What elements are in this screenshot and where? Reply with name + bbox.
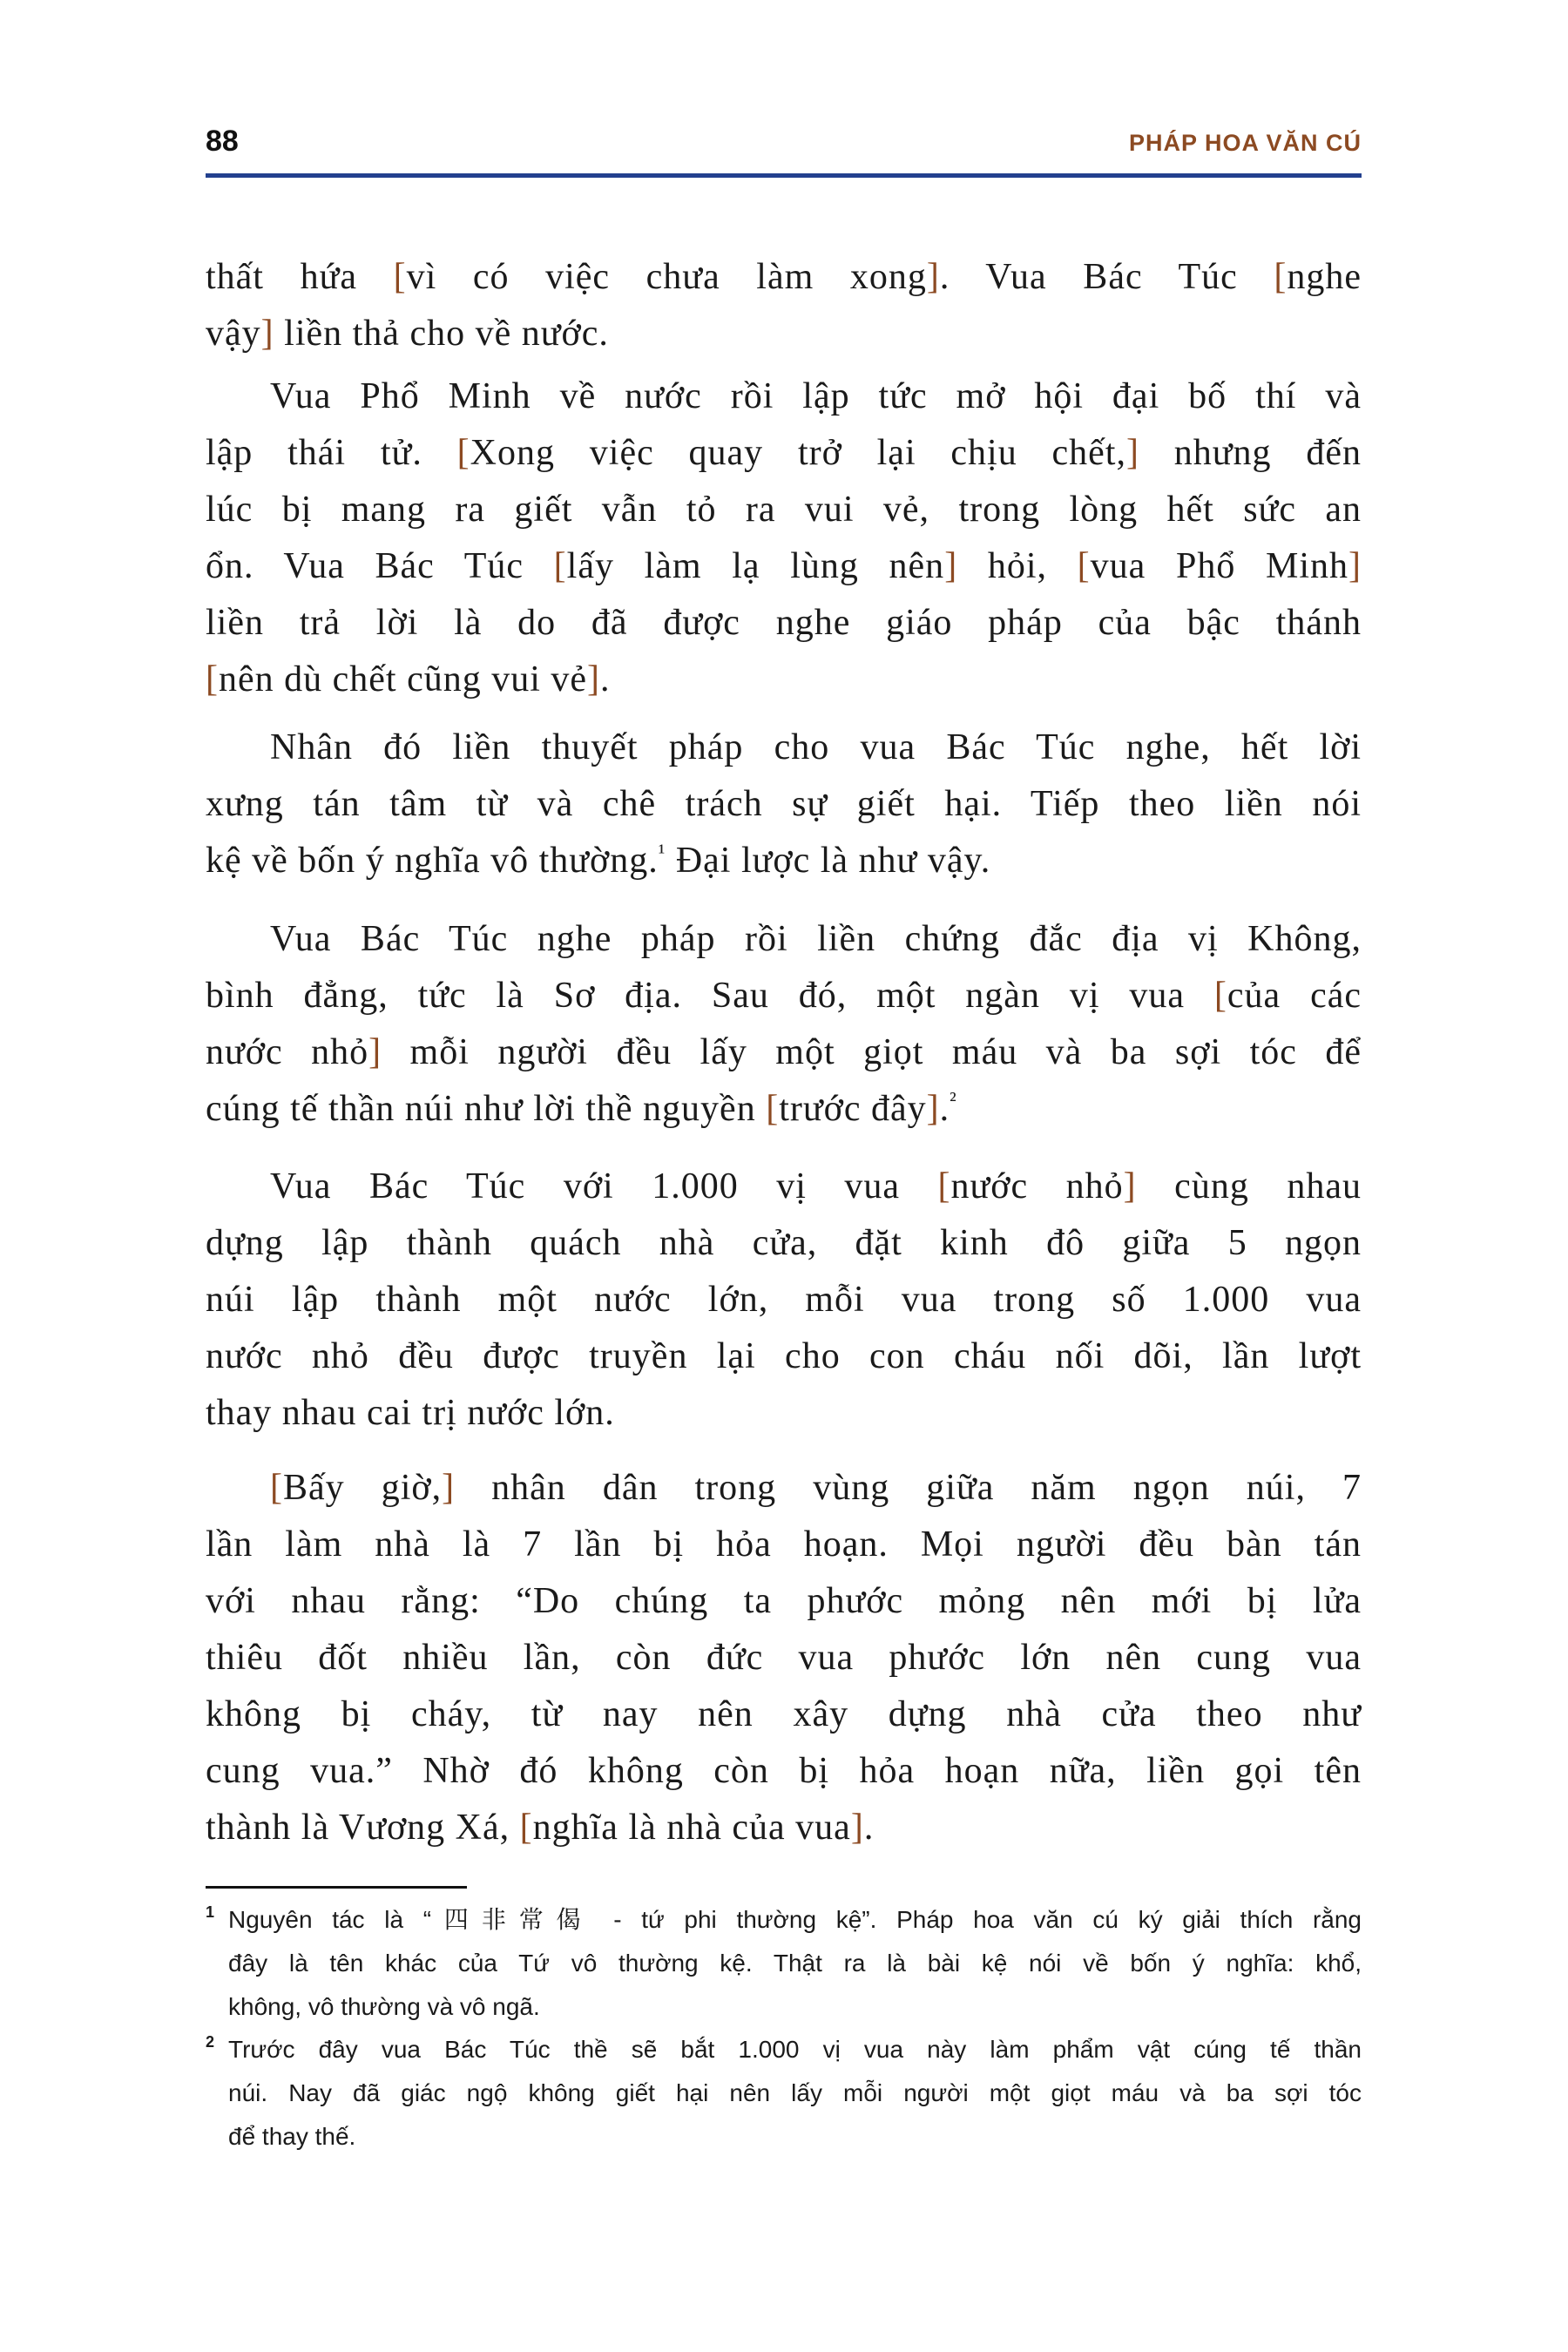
editorial-bracket: [: [1274, 257, 1288, 297]
text-line: [206, 1024, 1362, 1081]
editorial-bracket: ]: [944, 546, 958, 586]
text-segment: nhưng đến: [1139, 433, 1362, 473]
text-segment: xưng tán tâm từ và chê trách sự giết hại. Tiếp theo liền nói: [206, 784, 1362, 824]
text-line: [270, 911, 1362, 968]
text-line: [206, 1800, 1362, 1856]
footnote-separator: [206, 1886, 467, 1889]
text-segment: ổn. Vua Bác Túc: [206, 546, 554, 586]
text-segment: nên dù chết cũng vui vẻ: [219, 659, 588, 700]
text-segment: Nhân đó liền thuyết pháp cho vua Bác Túc nghe, hết lời: [270, 727, 1362, 767]
text-segment: dựng lập thành quách nhà cửa, đặt kinh đô giữa 5 ngọn: [206, 1223, 1362, 1263]
editorial-bracket: ]: [1123, 1166, 1137, 1206]
text-line: [206, 538, 1362, 595]
editorial-bracket: ]: [368, 1032, 382, 1072]
text-line: [206, 1573, 1362, 1630]
editorial-bracket: [: [1213, 976, 1227, 1016]
text-segment: trước đây: [779, 1089, 927, 1129]
text-line: [206, 833, 1362, 889]
text-line: [206, 652, 1362, 708]
text-segment: vì có việc chưa làm xong: [406, 257, 927, 297]
text-segment: lập thái tử.: [206, 433, 457, 473]
footnote-line: Trước đây vua Bác Túc thề sẽ bắt 1.000 vị vua này làm phẩm vật cúng tế thần: [228, 2036, 1362, 2063]
text-segment: Bấy giờ,: [283, 1468, 443, 1508]
text-segment: kệ về bốn ý nghĩa vô thường.: [206, 841, 659, 881]
text-line: [206, 968, 1362, 1024]
text-segment: liền thả cho về nước.: [274, 314, 609, 354]
text-line: [206, 1081, 1362, 1138]
running-title: PHÁP HOA VĂN CÚ: [1128, 130, 1362, 156]
text-segment: nhân dân trong vùng giữa năm ngọn núi, 7: [455, 1468, 1362, 1508]
text-segment: .: [863, 1808, 875, 1848]
editorial-bracket: ]: [1348, 546, 1362, 586]
text-segment: Vua Bác Túc nghe pháp rồi liền chứng đắc địa vị Không,: [270, 919, 1362, 959]
text-line: [270, 1159, 1362, 1215]
editorial-bracket: [: [270, 1468, 283, 1508]
text-line: [206, 1328, 1362, 1385]
text-segment: núi lập thành một nước lớn, mỗi vua trong số 1.000 vua: [206, 1280, 1362, 1320]
text-segment: vua Phổ Minh: [1090, 546, 1348, 586]
text-segment: với nhau rằng: “Do chúng ta phước mỏng nên mới bị lửa: [206, 1581, 1362, 1621]
text-line: [206, 1630, 1362, 1686]
editorial-bracket: ]: [442, 1468, 456, 1508]
editorial-bracket: ]: [1125, 433, 1139, 473]
text-segment: Vua Phổ Minh về nước rồi lập tức mở hội đại bố thí và: [270, 376, 1362, 416]
footnote-number: 2: [206, 2033, 215, 2051]
page-number: 88: [206, 125, 239, 158]
editorial-bracket: [: [766, 1089, 780, 1129]
text-segment: . Vua Bác Túc: [939, 257, 1274, 297]
text-segment: cung vua.” Nhờ đó không còn bị hỏa hoạn nữa, liền gọi tên: [206, 1751, 1362, 1791]
text-segment: lần làm nhà là 7 lần bị hỏa hoạn. Mọi người đều bàn tán: [206, 1524, 1362, 1565]
text-line: [206, 306, 1362, 362]
text-line: [206, 425, 1362, 482]
footnote-marker: [206, 1898, 214, 1942]
text-segment: hỏi,: [957, 546, 1078, 586]
footnote-marker: [206, 2028, 214, 2072]
text-segment: của các: [1227, 976, 1362, 1016]
editorial-bracket: ]: [926, 1089, 940, 1129]
editorial-bracket: [: [519, 1808, 533, 1848]
text-segment: liền trả lời là do đã được nghe giáo pháp của bậc thánh: [206, 603, 1362, 643]
footnote-line: không, vô thường và vô ngã.: [228, 1993, 540, 2020]
text-line: [206, 249, 1362, 306]
text-segment: nước nhỏ: [206, 1032, 369, 1072]
text-segment: cùng nhau: [1136, 1166, 1362, 1206]
text-segment: lấy làm lạ lùng nên: [566, 546, 945, 586]
text-line: [206, 1215, 1362, 1272]
text-segment: .: [939, 1089, 950, 1129]
text-segment: không bị cháy, từ nay nên xây dựng nhà cửa theo như: [206, 1694, 1362, 1734]
editorial-bracket: ]: [850, 1808, 864, 1848]
text-line: [206, 776, 1362, 833]
editorial-bracket: ]: [260, 314, 274, 354]
text-line: [270, 720, 1362, 776]
text-line: [270, 368, 1362, 425]
text-segment: thay nhau cai trị nước lớn.: [206, 1393, 615, 1433]
text-segment: nghĩa là nhà của vua: [532, 1808, 851, 1848]
text-segment: cúng tế thần núi như lời thề nguyền: [206, 1089, 767, 1129]
editorial-bracket: [: [393, 257, 407, 297]
footnote-reference: ¹: [658, 840, 666, 864]
text-segment: vậy: [206, 314, 261, 354]
text-segment: thiêu đốt nhiều lần, còn đức vua phước lớn nên cung vua: [206, 1638, 1362, 1678]
text-segment: nước nhỏ đều được truyền lại cho con cháu nối dõi, lần lượt: [206, 1336, 1362, 1376]
text-line: [206, 1743, 1362, 1800]
footnote-line: để thay thế.: [228, 2123, 356, 2150]
footnote-line: Nguyên tác là “四非常偈 - tứ phi thường kệ”. Pháp hoa văn cú ký giải thích rằng: [228, 1906, 1362, 1933]
editorial-bracket: ]: [587, 659, 601, 700]
text-line: [206, 1686, 1362, 1743]
text-segment: Xong việc quay trở lại chịu chết,: [470, 433, 1126, 473]
text-line: [206, 482, 1362, 538]
text-segment: nước nhỏ: [950, 1166, 1124, 1206]
footnote-line: núi. Nay đã giác ngộ không giết hại nên lấy mỗi người một giọt máu và ba sợi tóc: [228, 2079, 1362, 2106]
text-segment: mỗi người đều lấy một giọt máu và ba sợi tóc để: [382, 1032, 1362, 1072]
editorial-bracket: [: [456, 433, 470, 473]
editorial-bracket: [: [1077, 546, 1091, 586]
editorial-bracket: [: [553, 546, 567, 586]
footnote-line: đây là tên khác của Tứ vô thường kệ. Thật ra là bài kệ nói về bốn ý nghĩa: khổ,: [228, 1950, 1362, 1977]
text-segment: nghe: [1287, 257, 1362, 297]
text-segment: Đại lược là như vậy.: [666, 841, 991, 881]
text-line: [206, 1272, 1362, 1328]
text-line: [270, 1460, 1362, 1517]
text-segment: lúc bị mang ra giết vẫn tỏ ra vui vẻ, trong lòng hết sức an: [206, 490, 1362, 530]
text-segment: bình đẳng, tức là Sơ địa. Sau đó, một ngàn vị vua: [206, 976, 1214, 1016]
text-segment: thành là Vương Xá,: [206, 1808, 520, 1848]
editorial-bracket: [: [937, 1166, 951, 1206]
text-line: [206, 595, 1362, 652]
text-segment: Vua Bác Túc với 1.000 vị vua: [270, 1166, 938, 1206]
text-line: [206, 1385, 1362, 1442]
text-segment: thất hứa: [206, 257, 394, 297]
header-rule: [206, 173, 1362, 178]
text-segment: .: [600, 659, 611, 700]
editorial-bracket: ]: [926, 257, 940, 297]
footnote-number: 1: [206, 1903, 215, 1921]
text-line: [206, 1517, 1362, 1573]
footnote-reference: ²: [950, 1088, 957, 1112]
editorial-bracket: [: [206, 659, 219, 700]
